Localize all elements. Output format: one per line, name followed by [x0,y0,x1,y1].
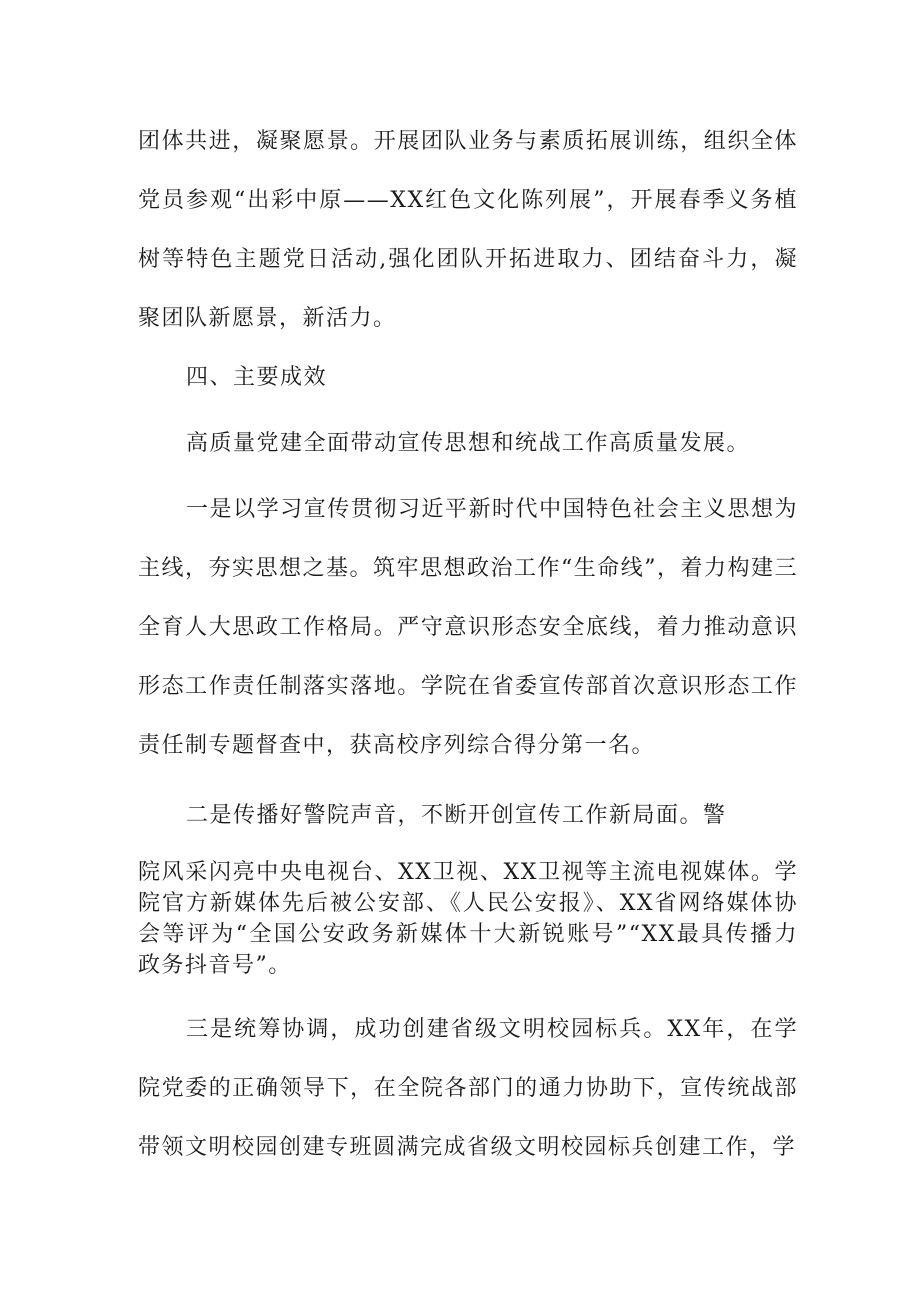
paragraph-point-three: 三是统筹协调，成功创建省级文明校园标兵。XX年，在学院党委的正确领导下，在全院各部门的通力协助下，宣传统战部带领文明校园创建专班圆满完成省级文明校园标兵创建工作，学 [138,1017,798,1160]
section-heading-main-results: 四、主要成效 [186,365,328,390]
paragraph-summary: 高质量党建全面带动宣传思想和统战工作高质量发展。 [186,431,751,456]
paragraph-team-activities: 团体共进，凝聚愿景。开展团队业务与素质拓展训练，组织全体党员参观“出彩中原——XX红色文化陈列展”，开展春季义务植树等特色主题党日活动,强化团队开拓进取力、团结奋斗力，凝聚团队新愿景，新活力。 [138,129,798,331]
paragraph-point-two-body: 院风采闪亮中央电视台、XX卫视、XX卫视等主流电视媒体。学院官方新媒体先后被公安部、《人民公安报》、XX省网络媒体协会等评为“全国公安政务新媒体十大新锐账号”“XX最具传播力政务抖音号”。 [138,860,798,978]
paragraph-point-two-heading: 二是传播好警院声音，不断开创宣传工作新局面。警 [186,803,727,828]
paragraph-point-one: 一是以学习宣传贯彻习近平新时代中国特色社会主义思想为主线，夯实思想之基。筑牢思想政治工作“生命线”，着力构建三全育人大思政工作格局。严守意识形态安全底线，着力推动意识形态工作责任制落实落地。学院在省委宣传部首次意识形态工作责任制专题督查中，获高校序列综合得分第一名。 [138,497,798,758]
